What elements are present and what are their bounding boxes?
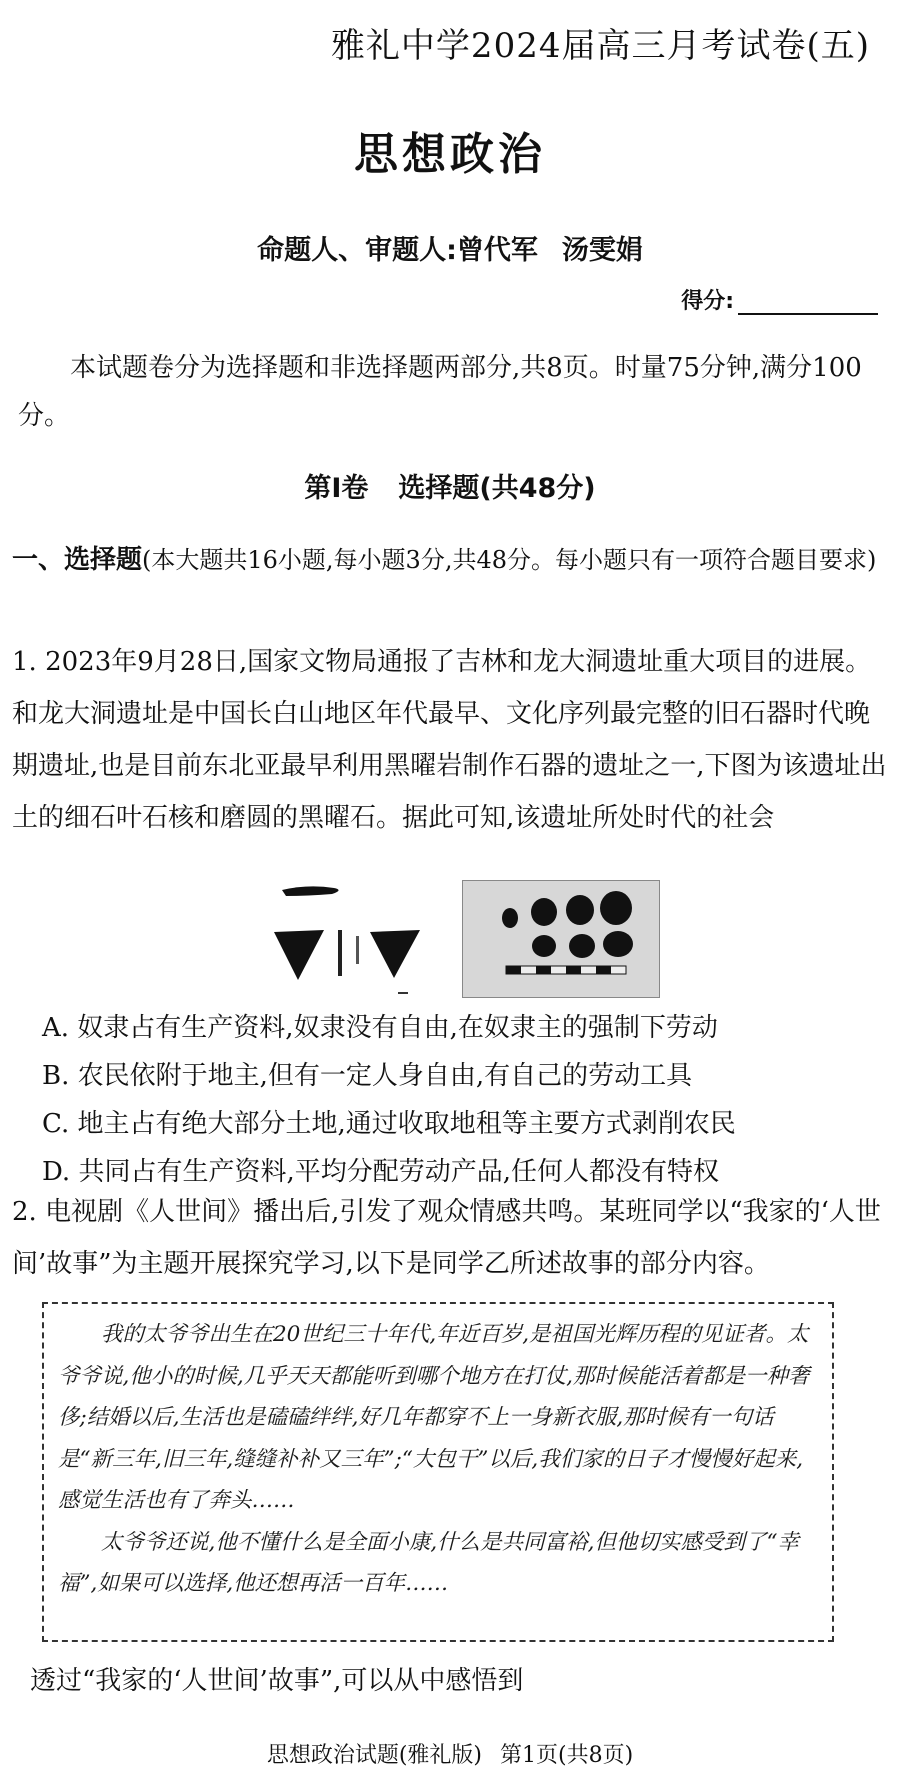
subject-title: 思想政治 (354, 129, 546, 180)
author-2: 汤雯娟 (561, 235, 643, 266)
score-label: 得分: (681, 289, 734, 314)
part-note: (本大题共16小题,每小题3分,共48分。每小题只有一项符合题目要求) (142, 546, 877, 574)
story-excerpt-box (42, 1302, 834, 1642)
section-volume: 第Ⅰ卷 (304, 473, 369, 504)
option-d: D. 共同占有生产资料,平均分配劳动产品,任何人都没有特权 (42, 1157, 719, 1187)
question-1-stem: 1. 2023年9月28日,国家文物局通报了吉林和龙大洞遗址重大项目的进展。和龙大洞遗址是中国长白山地区年代最早、文化序列最完整的旧石器时代晚期遗址,也是目前东北亚最早利用黑曜岩制作石器的遗址之一,下图为该遗址出土的细石叶石核和磨圆的黑曜石。据此可知,该遗址所处时代的社会 (12, 647, 887, 833)
page-footer (0, 1738, 900, 1769)
story-paragraph-2: 太爷爷还说,他不懂什么是全面小康,什么是共同富裕,但他切实感受到了“幸福”,如果可以选择,他还想再活一百年…… (58, 1529, 799, 1596)
option-a: A. 奴隶占有生产资料,奴隶没有自由,在奴隶主的强制下劳动 (42, 1013, 718, 1043)
microblade-core-image (268, 880, 448, 1000)
authors-line (0, 228, 900, 267)
question-2-lead: 透过“我家的‘人世间’故事”,可以从中感悟到 (30, 1666, 524, 1696)
part-heading (12, 536, 888, 584)
question-1-figure (268, 880, 660, 1000)
exam-title: 雅礼中学2024届高三月考试卷(五) (330, 26, 870, 66)
section-name: 选择题(共48分) (398, 473, 596, 504)
story-paragraph-1: 我的太爷爷出生在20世纪三十年代,年近百岁,是祖国光辉历程的见证者。太爷爷说,他小的时候,几乎天天都能听到哪个地方在打仗,那时候能活着都是一种奢侈;结婚以后,生活也是磕磕绊绊,好几年都穿不上一身新衣服,那时候有一句话是“新三年,旧三年,缝缝补补又三年”;“大包干”以后,我们家的日子才慢慢好起来,感觉生活也有了奔头…… (58, 1322, 810, 1513)
footer-title: 思想政治试题(雅礼版) (266, 1743, 482, 1768)
section-title (0, 466, 900, 505)
part-label: 一、选择题 (12, 545, 143, 575)
footer-page-number: 第1页(共8页) (500, 1743, 634, 1768)
author-1: 曾代军 (456, 235, 538, 266)
score-blank (738, 289, 878, 315)
obsidian-pebbles-image (462, 880, 660, 998)
authors-label: 命题人、审题人: (257, 235, 457, 266)
question-2-stem: 2. 电视剧《人世间》播出后,引发了观众情感共鸣。某班同学以“我家的‘人世间’故事”为主题开展探究学习,以下是同学乙所述故事的部分内容。 (12, 1197, 881, 1279)
question-1-options (42, 1004, 892, 1196)
option-b: B. 农民依附于地主,但有一定人身自由,有自己的劳动工具 (42, 1061, 693, 1091)
score-field (681, 284, 878, 315)
intro-paragraph: 本试题卷分为选择题和非选择题两部分,共8页。时量75分钟,满分100分。 (18, 353, 862, 431)
option-c: C. 地主占有绝大部分土地,通过收取地租等主要方式剥削农民 (42, 1109, 736, 1139)
